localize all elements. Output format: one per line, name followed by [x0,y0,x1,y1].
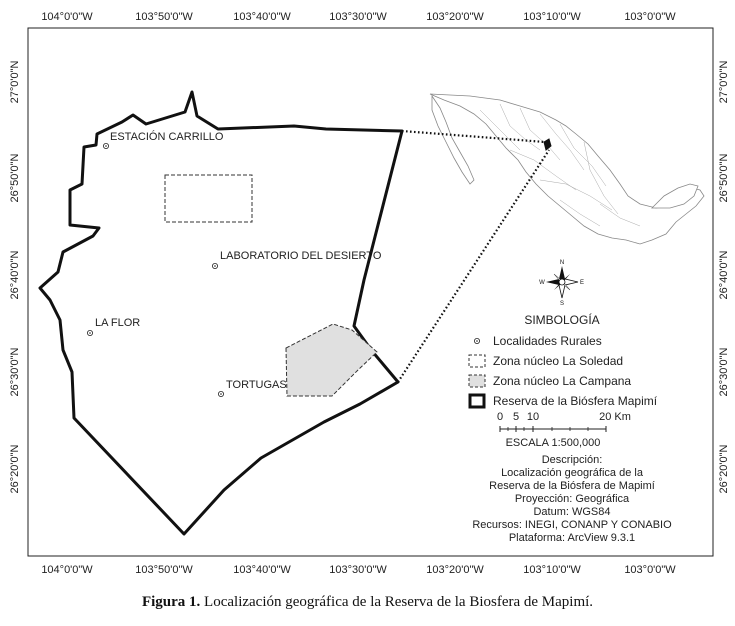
tick-label: 103°30'0"W [329,11,387,23]
description-line: Proyección: Geográfica [514,493,630,505]
legend-item: Localidades Rurales [493,334,602,348]
locality-point-dot [89,332,91,334]
legend-campana-symbol [469,375,485,387]
zona-la-campana [286,324,377,396]
figure-caption [0,594,735,611]
legend-locality-dot [476,340,478,342]
tick-label: 26°20'0"N [9,444,21,494]
compass-s: S [559,301,565,307]
locality-label: LA FLOR [95,317,141,329]
tick-label: 27°0'0"N [9,60,21,104]
tick-label: 103°20'0"W [426,564,484,576]
tick-label: 103°20'0"W [426,11,484,23]
description-line: Datum: WGS84 [533,506,611,518]
left-axis [9,61,21,494]
caption-text: Localización geográfica de la Reserva de la Biosfera de Mapimí. [204,594,594,610]
legend-soledad-symbol [469,355,485,367]
locality-point-dot [214,265,216,267]
locality-point-dot [105,145,107,147]
tick-label: 103°10'0"W [523,564,581,576]
scale-label: ESCALA 1:500,000 [505,437,601,449]
tick-label: 26°50'0"N [718,153,730,203]
scale-tick-label: 5 [512,411,520,423]
locality-label: TORTUGAS [226,379,287,391]
tick-label: 103°10'0"W [523,11,581,23]
tick-label: 26°40'0"N [9,250,21,300]
tick-label: 26°30'0"N [9,347,21,397]
tick-label: 104°0'0"W [41,11,93,23]
legend-item: Zona núcleo La Campana [493,374,632,388]
tick-label: 26°20'0"N [718,444,730,494]
scale-tick-label: 20 Km [599,411,631,423]
description-line: Localización geográfica de la [501,467,643,479]
scale-tick-label: 10 [526,411,540,423]
tick-label: 103°50'0"W [135,564,193,576]
compass-n: N [559,260,565,266]
compass-w: W [539,280,545,286]
legend [469,312,658,408]
legend-title: SIMBOLOGÍA [524,313,600,327]
reserve-boundary [40,92,402,534]
description-line: Recursos: INEGI, CONANP Y CONABIO [472,519,672,531]
legend-reserve-symbol [470,395,484,407]
right-axis [718,61,730,494]
top-axis [41,11,676,23]
scale-bar [497,411,631,449]
locality-label: ESTACIÓN CARRILLO [110,131,224,143]
description-line: Reserva de la Biósfera de Mapimí [489,480,655,492]
mexico-mainland [430,94,704,244]
compass-rose-icon [539,260,584,307]
zona-la-soledad [165,175,252,222]
tick-label: 103°40'0"W [233,564,291,576]
tick-label: 103°50'0"W [135,11,193,23]
description-line: Descripción: [541,454,603,466]
mexico-inset-map [430,94,704,244]
description-line: Plataforma: ArcView 9.3.1 [508,532,636,544]
bottom-axis [41,564,676,576]
tick-label: 26°30'0"N [718,347,730,397]
map-description [472,454,672,544]
compass-e: E [579,280,585,286]
tick-label: 103°40'0"W [233,11,291,23]
tick-label: 27°0'0"N [718,60,730,104]
tick-label: 26°50'0"N [9,153,21,203]
tick-label: 104°0'0"W [41,564,93,576]
tick-label: 103°30'0"W [329,564,387,576]
tick-label: 103°0'0"W [624,11,676,23]
scale-tick-label: 0 [496,411,504,423]
locality-point-dot [220,393,222,395]
tick-label: 26°40'0"N [718,250,730,300]
legend-item: Zona núcleo La Soledad [493,354,624,368]
locality-label: LABORATORIO DEL DESIERTO [220,250,382,262]
legend-item: Reserva de la Biósfera Mapimí [493,394,658,408]
caption-label: Figura 1. [141,594,201,610]
tick-label: 103°0'0"W [624,564,676,576]
